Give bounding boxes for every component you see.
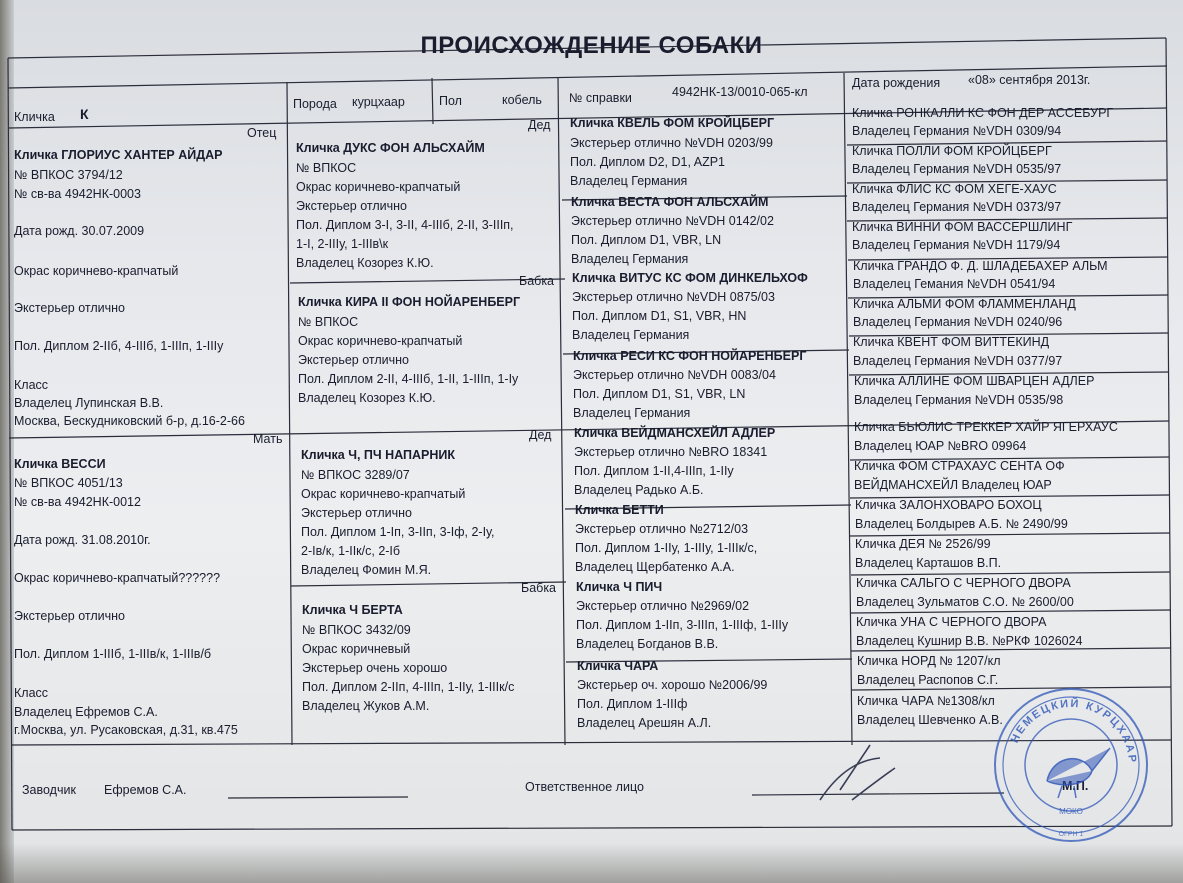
- gen4-line-1: Кличка КВЕНТ ФОМ ВИТТЕКИНД: [853, 335, 1050, 349]
- sire-cert: № св-ва 4942НК-0003: [14, 187, 141, 201]
- gen4-line-2: Владелец Германия №VDH 0535/98: [854, 393, 1064, 407]
- responsible-label: Ответственное лицо: [525, 780, 644, 794]
- gen3-line: Экстерьер отлично №VDH 0875/03: [572, 290, 775, 304]
- gen3-name: Кличка ВИТУС КС ФОМ ДИНКЕЛЬХОФ: [572, 271, 808, 285]
- gen4-line-2: Владелец Германия №VDH 0535/97: [852, 162, 1062, 176]
- signature-scribble: [820, 745, 895, 800]
- gen4-line-1: Кличка ЧАРА №1308/кл: [857, 694, 995, 708]
- gen2-line: № ВПКОС: [298, 315, 359, 329]
- breeder-label: Заводчик: [22, 783, 76, 797]
- mother-label: Мать: [253, 432, 283, 446]
- gen4-line-2: Владелец Кушнир В.В. №РКФ 1026024: [856, 634, 1083, 648]
- sex-label: Пол: [439, 94, 462, 108]
- seal-label: М.П.: [1062, 779, 1089, 793]
- gen3-name: Кличка БЕТТИ: [575, 503, 664, 517]
- gen2-line: Окрас коричнево-крапчатый: [296, 180, 461, 194]
- dam-name: Кличка ВЕССИ: [14, 457, 106, 471]
- sire-dob: Дата рожд. 30.07.2009: [14, 224, 145, 238]
- dam-cert: № св-ва 4942НК-0012: [14, 495, 141, 509]
- dob-value: «08» сентября 2013г.: [968, 73, 1091, 87]
- gen4-line-2: Владелец Гемания №VDH 0541/94: [853, 277, 1056, 291]
- cert-label: № справки: [569, 91, 632, 105]
- gen4-line-2: Владелец Шевченко А.В.: [857, 713, 1003, 727]
- gen2-line: Владелец Козорез К.Ю.: [296, 256, 434, 270]
- gen3-line: Владелец Германия: [570, 174, 688, 188]
- gen4-line-1: Кличка ПОЛЛИ ФОМ КРОЙЦБЕРГ: [852, 144, 1052, 158]
- gen3-line: Владелец Радько А.Б.: [574, 483, 704, 497]
- gen4-line-1: Кличка ФЛИС КС ФОМ ХЕГЕ-ХАУС: [852, 182, 1057, 196]
- gen3-line: Владелец Германия: [571, 252, 689, 266]
- gen3-line: Пол. Диплом D1, VBR, LN: [571, 233, 722, 247]
- gen2-line: Окрас коричневый: [302, 642, 411, 656]
- gen3-name: Кличка ВЕСТА ФОН АЛЬСХАЙМ: [571, 195, 769, 209]
- gen4-line-1: Кличка ГРАНДО Ф. Д. ШЛАДЕБАХЕР АЛЬМ: [853, 259, 1108, 273]
- gen3-name: Кличка КВЕЛЬ ФОМ КРОЙЦБЕРГ: [570, 116, 775, 130]
- gen4-line-2: Владелец Германия №VDH 0373/97: [852, 200, 1062, 214]
- stamp-arc-text: НЕМЕЦКИЙ КУРЦХААР: [1008, 697, 1139, 765]
- gen2-name: Кличка ДУКС ФОН АЛЬСХАЙМ: [296, 141, 485, 155]
- gen3-line: Экстерьер отлично №BRO 18341: [574, 445, 768, 459]
- gen3-line: Пол. Диплом D2, D1, AZP1: [570, 155, 725, 169]
- document-title: ПРОИСХОЖДЕНИЕ СОБАКИ: [420, 32, 763, 59]
- gen2-name: Кличка Ч БЕРТА: [302, 603, 403, 617]
- stamp-ogrn: ОГРН 1: [1058, 831, 1084, 838]
- stamp-org: МОКО: [1059, 807, 1083, 816]
- gen4-line-2: Владелец Германия №VDH 0240/96: [853, 315, 1063, 329]
- gen4-line-1: Кличка БЬЮЛИС ТРЕККЕР ХАЙР ЯГЕРХАУС: [854, 420, 1118, 434]
- gen4-line-2: Владелец Болдырев А.Б. № 2490/99: [855, 517, 1068, 531]
- gen3-line: Пол. Диплом 1-IIп, 3-IIIп, 1-IIIф, 1-IIIу: [576, 618, 789, 632]
- gen2-line: Пол. Диплом 3-I, 3-II, 4-IIIб, 2-II, 3-IIIп,: [296, 218, 514, 232]
- gen3-line: Пол. Диплом D1, S1, VBR, HN: [572, 309, 747, 323]
- gen3-line: Экстерьер оч. хорошо №2006/99: [577, 678, 768, 692]
- gen4-line-1: Кличка ЗАЛОНХОВАРО БОХОЦ: [855, 498, 1042, 512]
- gen2-line: № ВПКОС: [296, 161, 357, 175]
- cert-value: 4942НК-13/0010-065-кл: [672, 85, 808, 99]
- gen4-line-2: Владелец ЮАР №BRO 09964: [854, 439, 1027, 453]
- gen2-name: Кличка КИРА II ФОН НОЙАРЕНБЕРГ: [298, 295, 521, 309]
- sire-reg: № ВПКОС 3794/12: [14, 168, 123, 182]
- gen2-line: Владелец Жуков А.М.: [302, 699, 430, 713]
- gen2-line: № ВПКОС 3432/09: [302, 623, 411, 637]
- gen3-line: Пол. Диплом 1-IIу, 1-IIIу, 1-IIIк/с,: [575, 541, 758, 555]
- gen2-line: Пол. Диплом 2-IIп, 4-IIIп, 1-IIу, 1-IIIк/с: [302, 680, 515, 694]
- gen4-line-2: Владелец Германия №VDH 0309/94: [852, 124, 1062, 138]
- stamp-bird-emblem: [1047, 748, 1110, 798]
- sire-class: Класс: [14, 378, 49, 392]
- gen4-line-1: Кличка ФОМ СТРАХАУС СЕНТА ОФ: [854, 459, 1065, 473]
- grandfather-label-1: Дед: [528, 118, 551, 132]
- gen4-line-2: ВЕЙДМАНСХЕЙЛ Владелец ЮАР: [854, 478, 1052, 492]
- dam-exterior: Экстерьер отлично: [14, 609, 125, 623]
- gen4-line-2: Владелец Зульматов С.О. № 2600/00: [856, 595, 1074, 609]
- gen3-line: Экстерьер отлично №VDH 0083/04: [573, 368, 776, 382]
- dam-class: Класс: [14, 686, 49, 700]
- gen4-line-1: Кличка НОРД № 1207/кл: [857, 654, 1001, 668]
- paper-bottom-shadow: [0, 843, 1183, 883]
- breed-label: Порода: [293, 97, 337, 111]
- dam-owner: Владелец Ефремов С.А.: [14, 705, 158, 719]
- sire-exterior: Экстерьер отлично: [14, 301, 125, 315]
- dam-diploma: Пол. Диплом 1-IIIб, 1-IIIв/к, 1-IIIв/б: [14, 647, 212, 661]
- dam-address: г.Москва, ул. Русаковская, д.31, кв.475: [14, 723, 238, 737]
- gen4-line-1: Кличка АЛЛИНЕ ФОМ ШВАРЦЕН АДЛЕР: [854, 374, 1095, 388]
- gen3-line: Экстерьер отлично №VDH 0203/99: [570, 136, 773, 150]
- gen2-line: Владелец Фомин М.Я.: [301, 563, 432, 577]
- gen2-line: Владелец Козорез К.Ю.: [298, 391, 436, 405]
- breeder-value: Ефремов С.А.: [104, 783, 187, 797]
- gen4-line-2: Владелец Карташов В.П.: [855, 556, 1002, 570]
- gen3-line: Владелец Арешян А.Л.: [577, 716, 712, 730]
- grandmother-label-1: Бабка: [519, 274, 555, 288]
- gen3-line: Владелец Богданов В.В.: [576, 637, 719, 651]
- gen2-line: 1-I, 2-IIIу, 1-IIIв\к: [296, 237, 389, 251]
- gen3-name: Кличка РЕСИ КС ФОН НОЙАРЕНБЕРГ: [573, 349, 807, 363]
- grandmother-label-2: Бабка: [521, 581, 557, 595]
- sire-color: Окрас коричнево-крапчатый: [14, 264, 179, 278]
- name-value: К: [80, 106, 89, 122]
- grandfather-label-2: Дед: [529, 428, 552, 442]
- gen2-line: Экстерьер отлично: [301, 506, 412, 520]
- gen2-line: Экстерьер отлично: [296, 199, 407, 213]
- gen2-line: Окрас коричнево-крапчатый: [298, 334, 463, 348]
- name-label: Кличка: [14, 110, 55, 124]
- sire-diploma: Пол. Диплом 2-IIб, 4-IIIб, 1-IIIп, 1-IIIу: [14, 339, 224, 353]
- gen2-line: Пол. Диплом 1-Iп, 3-IIп, 3-Iф, 2-Iу,: [301, 525, 495, 539]
- gen4-line-1: Кличка САЛЬГО С ЧЕРНОГО ДВОРА: [856, 576, 1071, 590]
- gen2-line: Окрас коричнево-крапчатый: [301, 487, 466, 501]
- gen3-line: Пол. Диплом 1-IIIф: [577, 697, 688, 711]
- gen3-line: Владелец Германия: [573, 406, 691, 420]
- dam-color: Окрас коричнево-крапчатый??????: [14, 571, 221, 585]
- gen2-line: 2-Iв/к, 1-IIк/с, 2-Iб: [301, 544, 401, 558]
- gen4-line-1: Кличка АЛЬМИ ФОМ ФЛАММЕНЛАНД: [853, 297, 1076, 311]
- club-stamp: [992, 686, 1150, 844]
- gen4-line-1: Кличка РОНКАЛЛИ КС ФОН ДЕР АССЕБУРГ: [852, 106, 1114, 120]
- gen2-line: № ВПКОС 3289/07: [301, 468, 410, 482]
- gen3-line: Пол. Диплом 1-II,4-IIIп, 1-IIу: [574, 464, 734, 478]
- gen3-line: Пол. Диплом D1, S1, VBR, LN: [573, 387, 746, 401]
- father-label: Отец: [247, 126, 277, 140]
- gen2-line: Экстерьер очень хорошо: [302, 661, 448, 675]
- breed-value: курцхаар: [352, 95, 405, 109]
- gen4-line-1: Кличка ВИННИ ФОМ ВАССЕРШЛИНГ: [852, 220, 1073, 234]
- gen3-line: Владелец Германия: [572, 328, 690, 342]
- sire-owner: Владелец Лупинская В.В.: [14, 396, 164, 410]
- gen3-name: Кличка Ч ПИЧ: [576, 580, 663, 594]
- gen3-line: Экстерьер отлично №VDH 0142/02: [571, 214, 774, 228]
- gen4-line-1: Кличка ДЕЯ № 2526/99: [855, 537, 991, 551]
- sire-address: Москва, Бескудниковский б-р, д.16-2-66: [14, 414, 245, 428]
- gen4-line-1: Кличка УНА С ЧЕРНОГО ДВОРА: [856, 615, 1047, 629]
- dob-label: Дата рождения: [852, 76, 941, 90]
- dam-dob: Дата рожд. 31.08.2010г.: [14, 533, 151, 547]
- gen2-line: Пол. Диплом 2-II, 4-IIIб, 1-II, 1-IIIп, 1-Iу: [298, 372, 519, 386]
- gen3-line: Экстерьер отлично №2712/03: [575, 522, 749, 536]
- gen3-line: Экстерьер отлично №2969/02: [576, 599, 750, 613]
- gen2-name: Кличка Ч, ПЧ НАПАРНИК: [301, 448, 456, 462]
- gen4-line-2: Владелец Германия №VDH 1179/94: [852, 238, 1061, 252]
- gen3-line: Владелец Щербатенко А.А.: [575, 560, 735, 574]
- gen3-name: Кличка ВЕЙДМАНСХЕЙЛ АДЛЕР: [574, 426, 776, 440]
- sire-name: Кличка ГЛОРИУС ХАНТЕР АЙДАР: [14, 148, 223, 162]
- sex-value: кобель: [502, 93, 542, 107]
- gen4-line-2: Владелец Германия №VDH 0377/97: [853, 354, 1063, 368]
- gen3-name: Кличка ЧАРА: [577, 659, 659, 673]
- gen4-line-2: Владелец Распопов С.Г.: [857, 673, 999, 687]
- gen2-line: Экстерьер отлично: [298, 353, 409, 367]
- dam-reg: № ВПКОС 4051/13: [14, 476, 123, 490]
